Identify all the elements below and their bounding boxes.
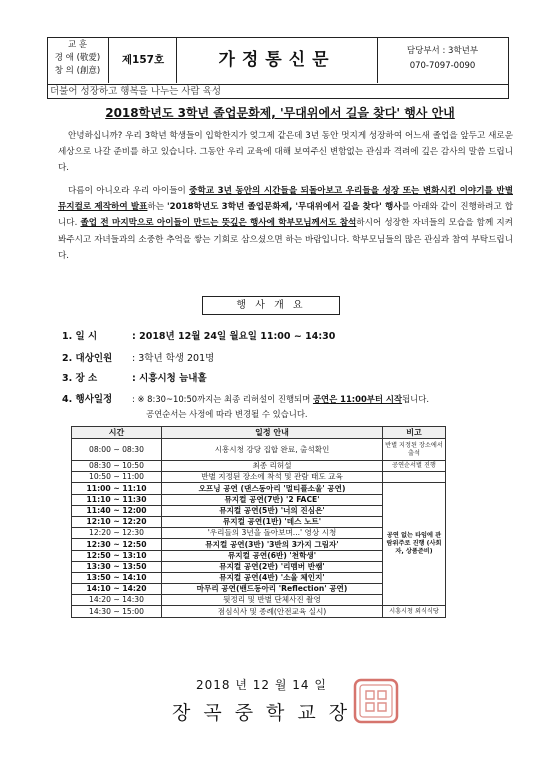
item-value: : 시흥시청 늠내홀 <box>132 373 207 384</box>
time-cell: 12:50 ~ 13:10 <box>72 550 162 561</box>
column-header: 시간 <box>72 427 162 439</box>
emphasis-underline: 중학교 3년 동안의 시간들을 되돌아보고 우리들을 성장 또는 변화시킨 이야기를 반별 뮤지컬로 제작하여 발표 <box>58 186 513 213</box>
text-run: 다름이 아니오라 우리 아이들이 <box>68 186 190 196</box>
activity-cell: 뮤지컬 공연(5반) '너의 진심은' <box>162 505 383 516</box>
overview-heading: 행 사 개 요 <box>202 296 340 315</box>
table-row <box>72 461 446 472</box>
time-cell: 13:50 ~ 14:10 <box>72 572 162 583</box>
item-key: 1. 일 시 <box>62 331 98 342</box>
text-run: 를 아래와 같이 진행하려고 합니다. <box>58 202 514 229</box>
table-row <box>72 439 446 461</box>
motto-line: 교 훈 <box>67 40 88 50</box>
slogan: 더불어 성장하고 행복을 나누는 사람 육성 <box>50 86 222 97</box>
item-value-emphasis: 공연은 11:00부터 시작 <box>312 394 403 404</box>
activity-cell: 반별 지정된 장소에 착석 및 관람 태도 교육 <box>162 472 383 483</box>
school-principal-signature: 장곡중학교장 <box>172 702 361 724</box>
activity-cell: 오프닝 공연 (댄스동아리 '멀티플소울' 공연) <box>162 483 383 494</box>
department-info <box>378 37 507 83</box>
time-cell: 12:30 ~ 12:50 <box>72 539 162 550</box>
note-cell-merged: 공연 없는 타임에 관람위주로 진행 (사회자, 상품준비) <box>383 483 446 606</box>
item-key: 3. 장 소 <box>62 373 98 384</box>
activity-cell: '우리들의 3년을 돌아보며...' 영상 시청 <box>162 528 383 539</box>
body-paragraph <box>58 183 513 264</box>
activity-cell: 뮤지컬 공연(2반) '리멤버 반쌤' <box>162 561 383 572</box>
school-motto <box>47 37 109 83</box>
schedule-table <box>71 426 446 618</box>
time-cell: 12:20 ~ 12:30 <box>72 528 162 539</box>
info-item-location <box>62 372 207 386</box>
intro-paragraph: 안녕하십니까? 우리 3학년 학생들이 입학한지가 엊그제 같은데 3년 동안 멋지게 성장하여 어느새 졸업을 앞두고 새로운 세상으로 나갈 준비를 하고 있습니다. 그동안 우리 교육에 대해 보여주신 변함없는 관심과 격려에 깊은 감사의 말씀 드립니다. <box>58 131 513 174</box>
time-cell: 11:10 ~ 11:30 <box>72 494 162 505</box>
activity-cell: 점심식사 및 종례(안전교육 실시) <box>162 606 383 617</box>
item-value: : 3학년 학생 201명 <box>132 353 215 364</box>
time-cell: 14:10 ~ 14:20 <box>72 584 162 595</box>
column-header: 비고 <box>383 427 446 439</box>
activity-cell: 뮤지컬 공연(1반) '데스 노트' <box>162 516 383 527</box>
activity-cell: 뮤지컬 공연(4반) '소울 체인지' <box>162 572 383 583</box>
text-run: 하는 <box>147 202 167 213</box>
table-row <box>72 472 446 483</box>
activity-cell: 뒷정리 및 반별 단체사진 촬영 <box>162 595 383 606</box>
item-value-end: 됩니다. <box>402 394 430 404</box>
time-cell: 14:30 ~ 15:00 <box>72 606 162 617</box>
item-key: 2. 대상인원 <box>62 353 113 364</box>
motto-line: 경 애 (敬愛) <box>54 53 101 63</box>
emphasis-bold: '2018학년도 3학년 졸업문화제, '무대위에서 길을 찾다' 행사 <box>167 202 402 213</box>
time-cell: 10:50 ~ 11:00 <box>72 472 162 483</box>
item-value: : ※ 8:30~10:50까지는 최종 리허설이 진행되며 <box>132 394 313 404</box>
note-cell: 시흥시청 외식식당 <box>383 606 446 617</box>
info-item-participants <box>62 352 214 366</box>
item-key: 4. 행사일정 <box>62 394 113 405</box>
note-cell: 공연순서별 진행 <box>383 461 446 472</box>
motto-line: 창 의 (創意) <box>54 66 101 76</box>
time-cell: 11:00 ~ 11:10 <box>72 483 162 494</box>
info-item-schedule <box>62 392 429 407</box>
department: 담당부서 : 3학년부 <box>406 46 479 56</box>
time-cell: 11:40 ~ 12:00 <box>72 505 162 516</box>
issue-date: 2018 년 12 월 14 일 <box>196 678 327 692</box>
time-cell: 14:20 ~ 14:30 <box>72 595 162 606</box>
time-cell: 08:30 ~ 10:50 <box>72 461 162 472</box>
emphasis-underline: 졸업 전 마지막으로 아이들이 만드는 뜻깊은 행사에 학부모님께서도 참석 <box>80 218 357 229</box>
issue-number: 제157호 <box>110 37 177 83</box>
schedule-note: 공연순서는 사정에 따라 변경될 수 있습니다. <box>146 409 308 419</box>
newsletter-title: 가정통신문 <box>177 37 378 83</box>
note-cell <box>383 472 446 483</box>
item-value: : 2018년 12월 24일 월요일 11:00 ~ 14:30 <box>132 331 336 342</box>
activity-cell: 시흥시청 강당 집합 완료, 출석확인 <box>162 439 383 461</box>
column-header: 일정 안내 <box>162 427 383 439</box>
activity-cell: 마무리 공연(밴드동아리 'Reflection' 공연) <box>162 584 383 595</box>
time-cell: 13:30 ~ 13:50 <box>72 561 162 572</box>
phone: 070-7097-0090 <box>409 61 476 71</box>
activity-cell: 최종 리허설 <box>162 461 383 472</box>
table-row <box>72 606 446 617</box>
info-item-datetime <box>62 330 335 344</box>
text-run: 하시어 성장한 자녀들의 모습을 함께 지켜봐주시고 자녀들과의 소중한 추억을 쌓는 기회로 삼으셨으면 하는 바람입니다. 학부모님들의 많은 관심과 참여 부탁드립니다. <box>58 218 513 261</box>
activity-cell: 뮤지컬 공연(6반) '천학생' <box>162 550 383 561</box>
table-row <box>72 483 446 494</box>
activity-cell: 뮤지컬 공연(3반) '3반의 3가지 그림자' <box>162 539 383 550</box>
time-cell: 08:00 ~ 08:30 <box>72 439 162 461</box>
note-cell: 반별 지정된 장소에서 출석 <box>383 439 446 461</box>
activity-cell: 뮤지컬 공연(7반) '2 FACE' <box>162 494 383 505</box>
document-title: 2018학년도 3학년 졸업문화제, '무대위에서 길을 찾다' 행사 안내 <box>105 106 455 120</box>
table-header-row <box>72 427 446 439</box>
time-cell: 12:10 ~ 12:20 <box>72 516 162 527</box>
